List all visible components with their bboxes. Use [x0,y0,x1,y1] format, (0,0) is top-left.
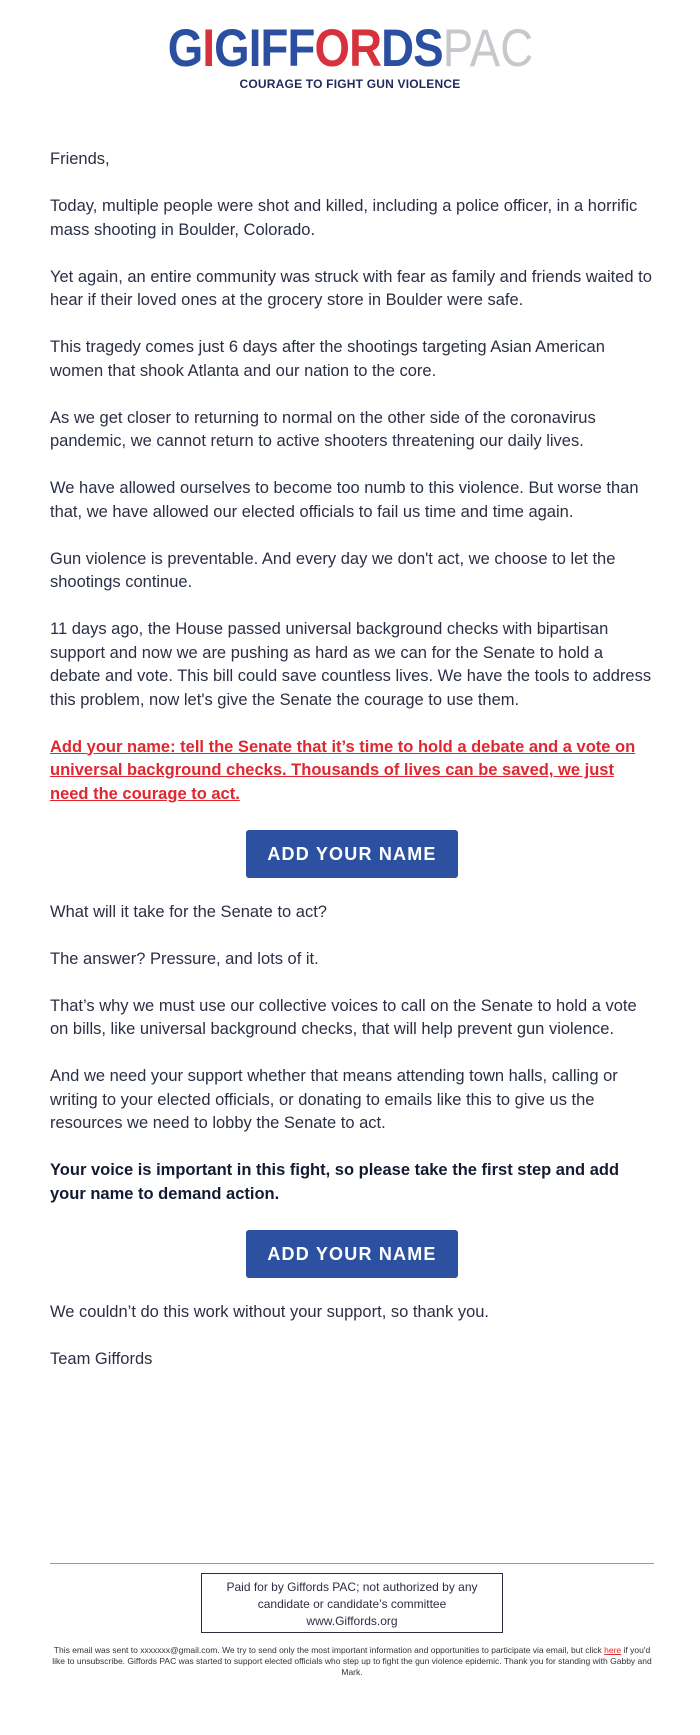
add-your-name-button-1[interactable]: ADD YOUR NAME [246,830,458,878]
add-your-name-button-2[interactable]: ADD YOUR NAME [246,1230,458,1278]
logo-part-3: DS [380,19,443,78]
button-row-2 [50,1230,654,1278]
paragraph-8: What will it take for the Senate to act? [50,902,327,921]
logo-wordmark: GIGIFFORDSPAC [167,19,533,78]
add-your-name-link[interactable]: Add your name: tell the Senate that it’s time to hold a debate and a vote on universal background checks. Thousands of lives can be saved, we just need the courage to act. [50,737,636,803]
email-body [50,148,654,1395]
paragraph-12-bold: Your voice is important in this fight, so please take the first step and add your name to demand action. [50,1161,620,1203]
paragraph-13: We couldn’t do this work without your support, so thank you. [50,1302,490,1321]
paragraph-2: Yet again, an entire community was struck with fear as family and friends waited to hear if their loved ones at the grocery store in Boulder were safe. [50,267,652,309]
signature: Team Giffords [50,1349,153,1368]
button-row-1 [50,830,654,878]
paragraph-1: Today, multiple people were shot and killed, including a police officer, in a horrific mass shooting in Boulder, Colorado. [50,197,638,239]
logo-part-1: GIFF [213,19,315,78]
footer-divider [50,1563,654,1564]
paragraph-6: Gun violence is preventable. And every day we don't act, we choose to let the shootings continue. [50,549,616,591]
logo-pac: PAC [442,19,533,78]
paid-line-1: Paid for by Giffords PAC; not authorized by any [226,1580,478,1594]
paragraph-3: This tragedy comes just 6 days after the shootings targeting Asian American women that shook Atlanta and our nation to the core. [50,338,605,380]
greeting: Friends, [50,150,110,168]
paragraph-11: And we need your support whether that means attending town halls, calling or writing to your elected officials, or donating to emails like this to give us the resources we need to lobby the Senate to act. [50,1067,618,1132]
fine-print-after: if you'd like to unsubscribe. Giffords PAC was started to support elected officials who step up to fight the gun violence epidemic. Thank you for standing with Gabby and Mark. [52,1645,652,1677]
unsubscribe-link[interactable]: here [604,1645,622,1655]
logo-tagline: COURAGE TO FIGHT GUN VIOLENCE [239,77,461,91]
paragraph-10: That’s why we must use our collective voices to call on the Senate to hold a vote on bills, like universal background checks, that will help prevent gun violence. [50,996,637,1038]
giffords-pac-logo[interactable] [0,19,700,91]
paid-line-3: www.Giffords.org [306,1614,398,1628]
paragraph-7: 11 days ago, the House passed universal background checks with bipartisan support and now we are pushing as hard as we can for the Senate to hold a debate and vote. This bill could save countless lives. We have the tools to address this problem, now let's give the Senate the courage to use them. [50,620,652,709]
logo-part-2: OR [314,19,381,78]
paid-line-2: candidate or candidate’s committee [257,1597,447,1611]
fine-print [50,1645,654,1678]
paragraph-5: We have allowed ourselves to become too numb to this violence. But worse than that, we have allowed our elected officials to fail us time and time again. [50,479,639,521]
paragraph-4: As we get closer to returning to normal on the other side of the coronavirus pandemic, we cannot return to active shooters threatening our daily lives. [50,408,596,450]
fine-print-before: This email was sent to xxxxxxx@gmail.com. We try to send only the most important information and opportunities to participate via email, but click [53,1645,602,1655]
paid-for-box [201,1573,503,1633]
paragraph-9: The answer? Pressure, and lots of it. [50,949,319,968]
